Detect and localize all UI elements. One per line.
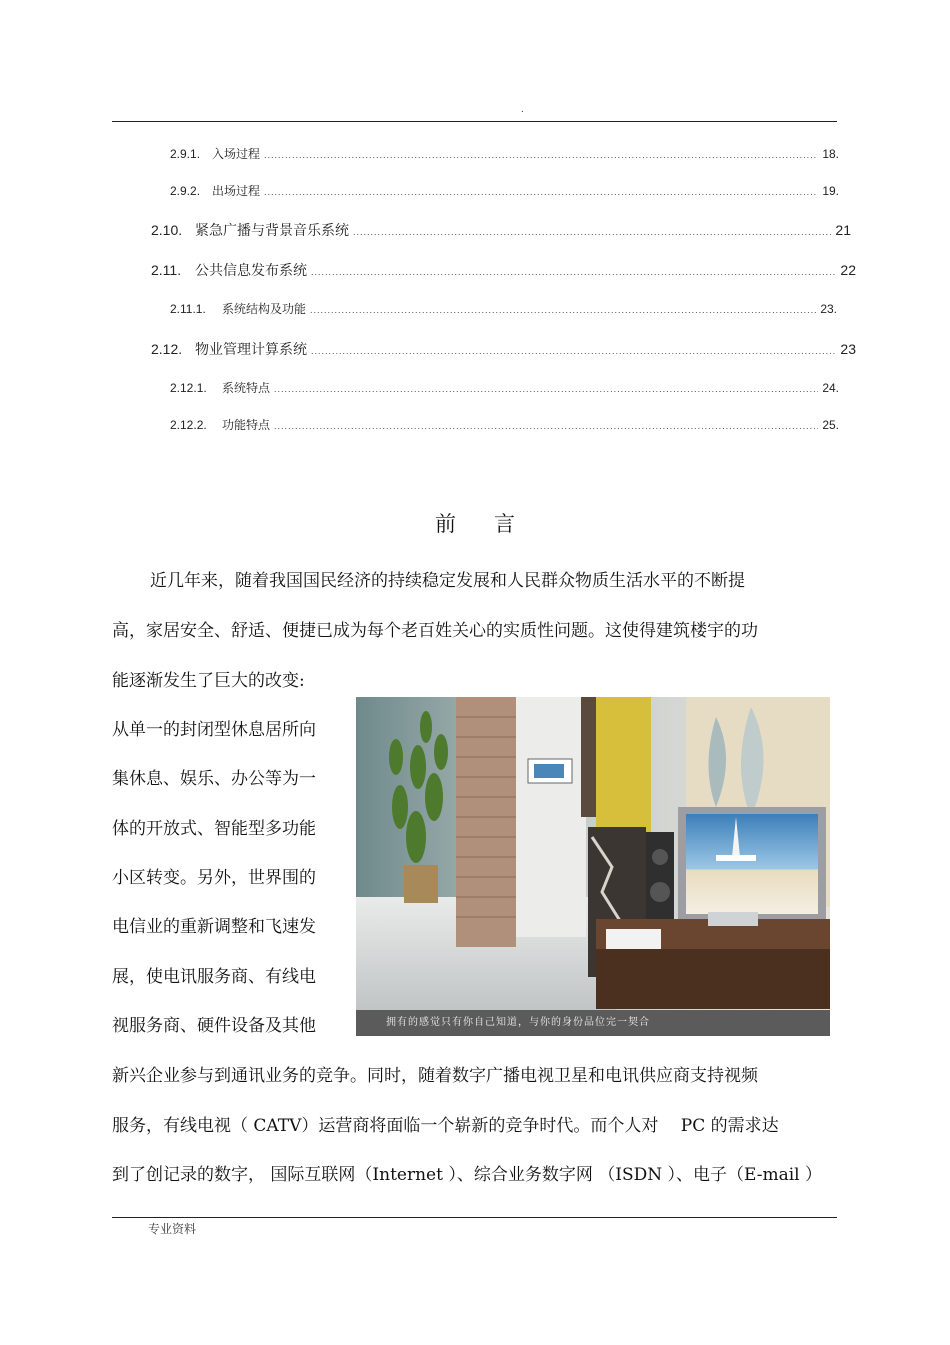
- toc-title: 物业管理计算系统: [195, 341, 307, 357]
- toc-page: 23: [840, 341, 856, 357]
- toc-page: 23.: [820, 302, 837, 316]
- toc-leader: [353, 222, 831, 238]
- toc-page: 18.: [822, 147, 839, 161]
- toc-entry[interactable]: [170, 145, 839, 165]
- footer-rule: [112, 1217, 837, 1218]
- paragraph-line: 到了创记录的数字， 国际互联网（Internet ）、综合业务数字网 （ISDN ）、电子（E-mail ）: [112, 1165, 823, 1185]
- toc-number: 2.12.2.: [170, 418, 207, 432]
- toc-page: 24.: [822, 381, 839, 395]
- toc-number: 2.11.1.: [170, 302, 206, 316]
- toc-entry[interactable]: [151, 339, 856, 359]
- paragraph-line: 视服务商、硬件设备及其他: [112, 1016, 316, 1036]
- paragraph-line: 从单一的封闭型休息居所向: [112, 720, 316, 740]
- toc-page: 25.: [822, 418, 839, 432]
- toc-leader: [264, 147, 818, 161]
- toc-number: 2.9.1.: [170, 147, 201, 161]
- living-room-photo: [356, 697, 830, 1036]
- toc-leader: [264, 184, 818, 198]
- toc-title: 系统特点: [222, 381, 271, 395]
- paragraph-line: 展，使电讯服务商、有线电: [112, 967, 316, 987]
- paragraph-line: 集休息、娱乐、办公等为一: [112, 769, 316, 789]
- paragraph-line: 体的开放式、智能型多功能: [112, 819, 316, 839]
- toc-page: 22: [840, 262, 856, 278]
- header-rule: [112, 121, 837, 122]
- toc-number: 2.9.2.: [170, 184, 201, 198]
- paragraph-line: 新兴企业参与到通讯业务的竞争。同时，随着数字广播电视卫星和电讯供应商支持视频: [112, 1066, 758, 1086]
- toc-entry[interactable]: [170, 300, 837, 320]
- toc-leader: [311, 262, 836, 278]
- toc-title: 紧急广播与背景音乐系统: [195, 222, 349, 238]
- toc-page: 21: [835, 222, 851, 238]
- toc-entry[interactable]: [151, 220, 851, 240]
- toc-leader: [274, 381, 818, 395]
- paragraph-line: 小区转变。另外，世界围的: [112, 868, 316, 888]
- toc-number: 2.10.: [151, 222, 183, 238]
- paragraph-line: 近几年来，随着我国国民经济的持续稳定发展和人民群众物质生活水平的不断提: [150, 571, 745, 591]
- paragraph-line: 服务，有线电视（ CATV）运营商将面临一个崭新的竞争时代。而个人对 PC 的需求达: [112, 1116, 779, 1136]
- toc-entry[interactable]: [151, 260, 856, 280]
- image-caption: 拥有的感觉只有你自己知道，与你的身份品位完一契合: [356, 1010, 830, 1036]
- toc-leader: [310, 302, 816, 316]
- toc-entry[interactable]: [170, 416, 839, 436]
- paragraph-line: 高，家居安全、舒适、便捷已成为每个老百姓关心的实质性问题。这使得建筑楼宇的功: [112, 621, 758, 641]
- toc-title: 公共信息发布系统: [195, 262, 307, 278]
- footer-text: 专业资料: [148, 1222, 197, 1236]
- section-title: 前言: [435, 512, 553, 536]
- toc-entry[interactable]: [170, 379, 839, 399]
- toc-page: 19.: [822, 184, 839, 198]
- paragraph-line: 电信业的重新调整和飞速发: [112, 917, 316, 937]
- toc-title: 功能特点: [222, 418, 271, 432]
- toc-title: 入场过程: [212, 147, 261, 161]
- paragraph-line: 能逐渐发生了巨大的改变:: [112, 671, 305, 691]
- toc-leader: [274, 418, 818, 432]
- toc-title: 系统结构及功能: [222, 302, 307, 316]
- header-mark: .: [521, 104, 524, 115]
- toc-number: 2.12.1.: [170, 381, 207, 395]
- toc-number: 2.12.: [151, 341, 183, 357]
- toc-entry[interactable]: [170, 182, 839, 202]
- toc-number: 2.11.: [151, 262, 182, 278]
- toc-leader: [311, 341, 836, 357]
- toc-title: 出场过程: [212, 184, 261, 198]
